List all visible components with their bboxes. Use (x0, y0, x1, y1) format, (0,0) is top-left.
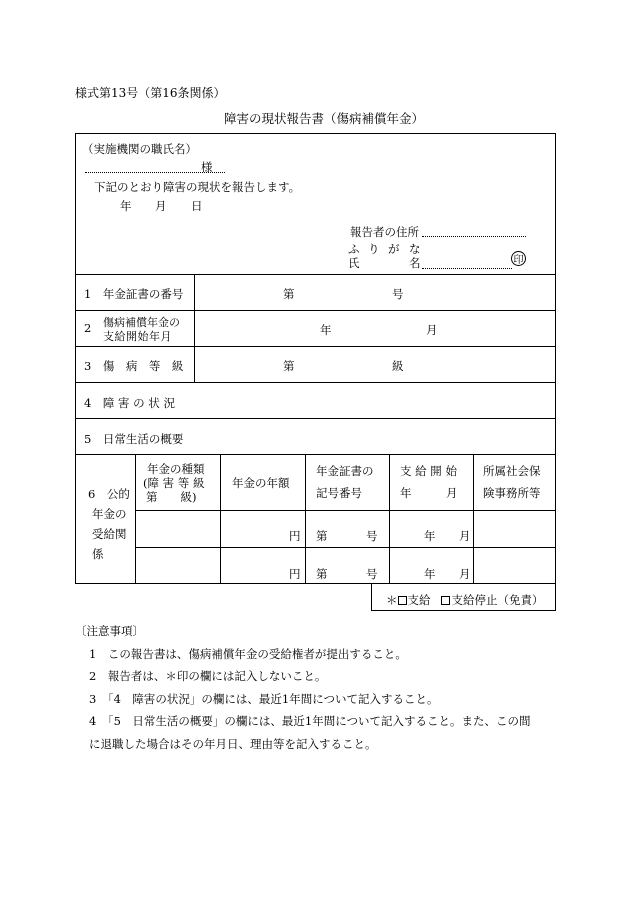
header-office-line2: 険事務所等 (483, 486, 541, 500)
row3-kyu: 級 (392, 359, 404, 373)
row6a-go: 号 (366, 529, 378, 543)
header-kind-line1: 年金の種類 (147, 462, 205, 476)
addressee-honorific: 様 (201, 160, 213, 174)
date-year-label: 年 (120, 199, 132, 213)
seal-mark: 印 (511, 251, 526, 266)
form-title: 障害の現状報告書（傷病補償年金） (224, 111, 425, 126)
checkbox-suspension[interactable] (441, 596, 450, 605)
note-item-4: 4 「5 日常生活の概要」の欄には、最近1年間について記入すること。また、この間 (89, 714, 531, 728)
row6b-dai: 第 (316, 567, 328, 581)
asterisk-mark: ＊ (386, 593, 398, 607)
header-amount: 年金の年額 (232, 476, 290, 490)
name-char: 氏 (348, 256, 360, 270)
option-payment-label: 支給 (407, 593, 431, 607)
header-kind-line3: 第 級) (146, 490, 197, 504)
row-divider (75, 418, 556, 419)
header-start-line2: 年 月 (400, 486, 458, 500)
row6a-year: 年 (424, 529, 436, 543)
section6-label-line1: 6 公的 (88, 487, 130, 501)
header-start-line1: 支 給 開 始 (400, 464, 457, 478)
row1-go: 号 (392, 287, 404, 301)
row6a-dai: 第 (316, 529, 328, 543)
col-divider (194, 274, 195, 382)
row2-label-line2: 支給開始年月 (103, 330, 172, 343)
furigana-char: が (388, 242, 400, 256)
header-cert-line1: 年金証書の (316, 464, 374, 478)
office-use-row (386, 592, 543, 608)
row-divider (135, 547, 556, 548)
row2-label-line1: 傷病補償年金の (103, 316, 180, 329)
reporter-name-line (422, 268, 512, 269)
option-suspension-label: 支給停止（免責） (451, 593, 544, 607)
notes-heading: 〔注意事項〕 (75, 624, 144, 638)
row4-label: 4 障 害 の 状 況 (84, 396, 175, 410)
furigana-char: り (368, 242, 380, 256)
section6-label-line3: 受給関 (92, 527, 127, 541)
date-month-label: 月 (155, 199, 167, 213)
row6a-yen: 円 (289, 529, 301, 543)
header-office-line1: 所属社会保 (483, 464, 541, 478)
note-item-2: 2 報告者は、＊印の欄には記入しないこと。 (89, 669, 327, 683)
row2-number: 2 (84, 321, 92, 335)
furigana-char: な (409, 242, 421, 256)
row1-dai: 第 (283, 287, 295, 301)
row-divider (75, 310, 556, 311)
statement-text: 下記のとおり障害の現状を報告します。 (94, 180, 301, 194)
col-divider (389, 454, 390, 584)
reporter-address-label: 報告者の住所 (350, 225, 419, 239)
row6b-year: 年 (424, 567, 436, 581)
section6-label-line2: 年金の (92, 507, 127, 521)
row6a-month: 月 (459, 529, 471, 543)
row6b-go: 号 (366, 567, 378, 581)
row-divider (135, 510, 556, 511)
header-cert-line2: 記号番号 (316, 486, 362, 500)
reporter-address-line (422, 236, 526, 237)
note-item-1: 1 この報告書は、傷病補償年金の受給権者が提出すること。 (89, 647, 407, 661)
header-kind-line2: (障 害 等 級 (143, 476, 205, 490)
row3-dai: 第 (283, 359, 295, 373)
form-number: 様式第13号（第16条関係） (75, 86, 226, 100)
addressee-label: （実施機関の職氏名） (82, 142, 197, 156)
furigana-char: ふ (348, 242, 360, 256)
row2-year: 年 (320, 323, 332, 337)
row-divider (75, 382, 556, 383)
note-item-4-continued: に退職した場合はその年月日、理由等を記入すること。 (89, 737, 377, 751)
row2-month: 月 (426, 323, 438, 337)
col-divider (305, 454, 306, 584)
name-char: 名 (409, 256, 421, 270)
row6b-yen: 円 (289, 567, 301, 581)
section6-label-line4: 係 (92, 547, 104, 561)
note-item-3: 3 「4 障害の状況」の欄には、最近1年間について記入すること。 (89, 692, 439, 706)
date-day-label: 日 (191, 199, 203, 213)
row6b-month: 月 (459, 567, 471, 581)
row-divider (75, 454, 556, 455)
row1-label: 1 年金証書の番号 (84, 287, 184, 301)
row3-label: 3 傷 病 等 級 (84, 359, 184, 373)
col-divider (473, 454, 474, 584)
row-divider (75, 346, 556, 347)
col-divider (135, 454, 136, 584)
row-divider (75, 274, 556, 275)
col-divider (220, 454, 221, 584)
row5-label: 5 日常生活の概要 (84, 432, 184, 446)
checkbox-payment[interactable] (398, 596, 407, 605)
